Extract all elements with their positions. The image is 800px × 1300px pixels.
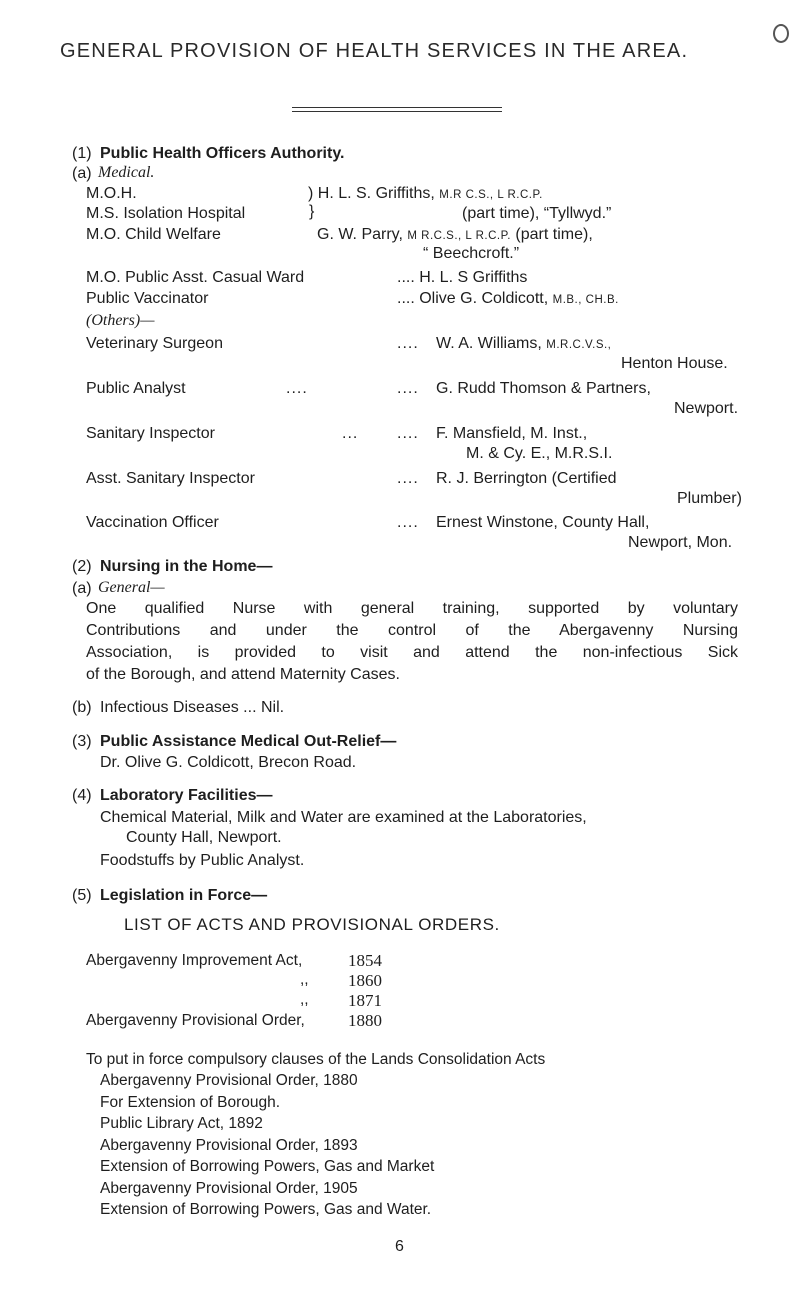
others-vaccination-label: Vaccination Officer [86, 514, 219, 531]
compulsory-7: Abergavenny Provisional Order, 1905 [100, 1180, 358, 1197]
others-analyst-label: Public Analyst [86, 380, 186, 397]
griffiths-name: ) H. L. S. Griffiths, M.R C.S., L R.C.P. [308, 185, 543, 202]
compulsory-5: Abergavenny Provisional Order, 1893 [100, 1137, 358, 1154]
public-vaccinator-value: .... Olive G. Coldicott, M.B., CH.B. [397, 290, 619, 307]
section-5-number: (5) [72, 887, 92, 904]
others-analyst-value: G. Rudd Thomson & Partners, [436, 380, 651, 397]
section-2-number: (2) [72, 558, 92, 575]
others-sanitary-qual: M. & Cy. E., M.R.S.I. [466, 445, 613, 462]
others-asst-sanitary-label: Asst. Sanitary Inspector [86, 470, 255, 487]
compulsory-8: Extension of Borrowing Powers, Gas and Water. [100, 1201, 432, 1218]
laboratory-line-1: Chemical Material, Milk and Water are examined at the Laboratories, [100, 809, 587, 826]
others-sanitary-dots: ... [342, 425, 359, 442]
others-sanitary-dots-2: .... [397, 425, 419, 442]
section-4-number: (4) [72, 787, 92, 804]
others-vet-value: W. A. Williams, M.R.C.V.S., [436, 335, 612, 352]
section-1-title: Public Health Officers Authority. [100, 145, 345, 162]
section-2a-label: (a) [72, 580, 92, 597]
others-vet-address: Henton House. [621, 355, 728, 372]
others-analyst-dots-2: .... [397, 380, 419, 397]
compulsory-3: For Extension of Borough. [100, 1094, 281, 1111]
others-sanitary-label: Sanitary Inspector [86, 425, 215, 442]
section-2-title: Nursing in the Home— [100, 558, 273, 575]
others-sanitary-value: F. Mansfield, M. Inst., [436, 425, 588, 442]
beechcroft: “ Beechcroft.” [423, 245, 520, 262]
list-title: LIST OF ACTS AND PROVISIONAL ORDERS. [124, 915, 500, 934]
laboratory-line-2: County Hall, Newport. [126, 829, 282, 846]
public-vaccinator-label: Public Vaccinator [86, 290, 209, 307]
header-rule-top [292, 107, 502, 108]
others-vaccination-value: Ernest Winstone, County Hall, [436, 514, 650, 531]
section-3-number: (3) [72, 733, 92, 750]
isolation-hospital-label: M.S. Isolation Hospital [86, 205, 246, 222]
corner-mark [773, 24, 789, 43]
nursing-line-3: Association, is provided to visit and attend the non-infectious Sick [86, 644, 738, 661]
nursing-paragraph [86, 598, 738, 686]
others-vaccination-dots: .... [397, 514, 419, 531]
section-2b-label: (b) [72, 699, 92, 716]
others-asst-sanitary-qual: Plumber) [677, 490, 742, 507]
moh-label: M.O.H. [86, 185, 137, 202]
page-number: 6 [395, 1238, 404, 1255]
griffiths-part-time: (part time), “Tyllwyd.” [462, 205, 612, 222]
brace-mark: } [309, 203, 315, 220]
others-asst-sanitary-value: R. J. Berrington (Certified [436, 470, 617, 487]
others-analyst-dots: .... [286, 380, 308, 397]
compulsory-4: Public Library Act, 1892 [100, 1115, 263, 1132]
parry-name: G. W. Parry, M R.C.S., L R.C.P. (part time), [317, 226, 593, 243]
header-rule-bottom [292, 111, 502, 112]
others-vet-dots: .... [397, 335, 419, 352]
nursing-line-4: of the Borough, and attend Maternity Cases. [86, 666, 400, 683]
others-vet-label: Veterinary Surgeon [86, 335, 223, 352]
laboratory-line-3: Foodstuffs by Public Analyst. [100, 852, 305, 869]
act-4-year: 1880 [348, 1011, 382, 1030]
section-1a-label: (a) [72, 165, 92, 182]
act-4-name: Abergavenny Provisional Order, [86, 1012, 305, 1029]
nursing-line-1: One qualified Nurse with general training, supported by voluntary [86, 600, 738, 617]
others-vaccination-address: Newport, Mon. [628, 534, 733, 551]
others-analyst-address: Newport. [674, 400, 739, 417]
compulsory-1: To put in force compulsory clauses of the Lands Consolidation Acts [86, 1051, 546, 1068]
others-label: (Others)— [86, 312, 155, 329]
page-title: GENERAL PROVISION OF HEALTH SERVICES IN THE AREA. [60, 40, 689, 62]
nursing-line-2: Contributions and under the control of the Abergavenny Nursing [86, 622, 738, 639]
act-2-year: 1860 [348, 971, 382, 990]
act-1-year: 1854 [348, 951, 382, 970]
section-5-title: Legislation in Force— [100, 887, 268, 904]
act-3-year: 1871 [348, 991, 382, 1010]
casual-ward-label: M.O. Public Asst. Casual Ward [86, 269, 305, 286]
section-4-title: Laboratory Facilities— [100, 787, 273, 804]
out-relief-doctor: Dr. Olive G. Coldicott, Brecon Road. [100, 754, 357, 771]
section-2a-title: General— [98, 579, 165, 596]
infectious-diseases: Infectious Diseases ... Nil. [100, 699, 285, 716]
section-1a-title: Medical. [98, 164, 155, 181]
act-2-name: ,, [300, 971, 309, 988]
others-asst-sanitary-dots: .... [397, 470, 419, 487]
section-1-number: (1) [72, 145, 92, 162]
casual-ward-value: .... H. L. S Griffiths [397, 269, 528, 286]
child-welfare-label: M.O. Child Welfare [86, 226, 221, 243]
compulsory-6: Extension of Borrowing Powers, Gas and Market [100, 1158, 435, 1175]
act-3-name: ,, [300, 991, 309, 1008]
section-3-title: Public Assistance Medical Out-Relief— [100, 733, 397, 750]
compulsory-2: Abergavenny Provisional Order, 1880 [100, 1072, 358, 1089]
act-1-name: Abergavenny Improvement Act, [86, 952, 303, 969]
